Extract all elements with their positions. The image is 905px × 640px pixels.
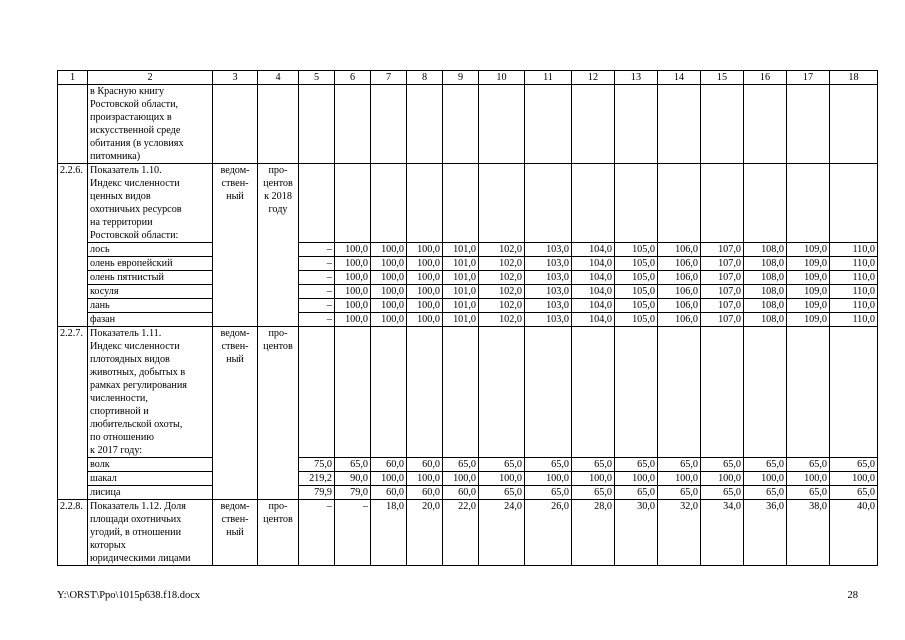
value-cell: 100,0 xyxy=(371,285,407,299)
indicator-name-cell xyxy=(88,500,213,566)
table-row xyxy=(58,164,878,243)
header-cell: 11 xyxy=(525,71,572,85)
header-cell: 2 xyxy=(88,71,213,85)
value-cell: 103,0 xyxy=(525,285,572,299)
value-cell: 40,0 xyxy=(830,500,878,566)
unit-cell-line: про- xyxy=(268,165,288,176)
empty-cell xyxy=(525,85,572,164)
empty-cell xyxy=(572,327,615,458)
value-cell: 109,0 xyxy=(787,299,830,313)
value-cell: 65,0 xyxy=(479,486,525,500)
value-cell: 100,0 xyxy=(407,271,443,285)
empty-cell xyxy=(371,327,407,458)
source-cell-line: ведом- xyxy=(220,501,250,512)
value-cell: 100,0 xyxy=(407,243,443,257)
table-row xyxy=(58,271,878,285)
value-cell: 100,0 xyxy=(371,299,407,313)
empty-cell xyxy=(335,327,371,458)
empty-cell xyxy=(443,327,479,458)
value-cell: 104,0 xyxy=(572,313,615,327)
value-cell: 65,0 xyxy=(572,486,615,500)
value-cell: 79,0 xyxy=(335,486,371,500)
value-cell: 34,0 xyxy=(701,500,744,566)
value-cell: 110,0 xyxy=(830,271,878,285)
value-cell: 108,0 xyxy=(744,243,787,257)
value-cell: 30,0 xyxy=(615,500,658,566)
value-cell: 38,0 xyxy=(787,500,830,566)
table-row xyxy=(58,85,878,164)
value-cell: 103,0 xyxy=(525,271,572,285)
source-cell xyxy=(213,500,258,566)
indicator-name-cell xyxy=(88,85,213,164)
value-cell: 22,0 xyxy=(443,500,479,566)
empty-cell xyxy=(830,327,878,458)
empty-cell xyxy=(744,85,787,164)
value-cell: 107,0 xyxy=(701,271,744,285)
value-cell: 106,0 xyxy=(658,271,701,285)
value-cell: 103,0 xyxy=(525,299,572,313)
value-cell: 60,0 xyxy=(443,486,479,500)
header-cell: 6 xyxy=(335,71,371,85)
value-cell: 100,0 xyxy=(335,285,371,299)
value-cell: 100,0 xyxy=(371,257,407,271)
value-cell: 100,0 xyxy=(525,472,572,486)
empty-cell xyxy=(744,327,787,458)
subitem-label-cell: лисица xyxy=(88,486,213,500)
indicator-name-cell-line: которых xyxy=(90,540,126,551)
indicator-name-cell-line: Ростовской области: xyxy=(90,230,179,241)
value-cell: 108,0 xyxy=(744,299,787,313)
value-cell: 100,0 xyxy=(335,299,371,313)
value-cell: 100,0 xyxy=(407,299,443,313)
header-cell: 7 xyxy=(371,71,407,85)
unit-cell-line: центов xyxy=(263,341,293,352)
empty-cell xyxy=(371,164,407,243)
value-cell: 107,0 xyxy=(701,243,744,257)
indicator-name-cell-line: Индекс численности xyxy=(90,341,180,352)
empty-cell xyxy=(701,164,744,243)
empty-cell xyxy=(615,327,658,458)
subitem-label-cell: фазан xyxy=(88,313,213,327)
value-cell: 101,0 xyxy=(443,285,479,299)
value-cell: 103,0 xyxy=(525,243,572,257)
subitem-label-cell: шакал xyxy=(88,472,213,486)
indicator-name-cell-line: угодий, в отношении xyxy=(90,527,182,538)
value-cell: 101,0 xyxy=(443,243,479,257)
table-row xyxy=(58,299,878,313)
value-cell: 100,0 xyxy=(744,472,787,486)
indicator-name-cell-line: Показатель 1.10. xyxy=(90,165,162,176)
empty-cell xyxy=(479,327,525,458)
source-cell-line: ный xyxy=(226,191,244,202)
source-cell-line: ный xyxy=(226,527,244,538)
indicator-name-cell-line: на территории xyxy=(90,217,153,228)
value-cell: 104,0 xyxy=(572,285,615,299)
value-cell: 100,0 xyxy=(335,257,371,271)
header-cell: 16 xyxy=(744,71,787,85)
indicator-name-cell-line: Индекс численности xyxy=(90,178,180,189)
header-cell: 10 xyxy=(479,71,525,85)
value-cell: 100,0 xyxy=(371,271,407,285)
empty-cell xyxy=(335,85,371,164)
value-cell: 100,0 xyxy=(572,472,615,486)
header-cell: 18 xyxy=(830,71,878,85)
header-cell: 15 xyxy=(701,71,744,85)
indicator-name-cell-line: Показатель 1.11. xyxy=(90,328,162,339)
value-cell: 106,0 xyxy=(658,299,701,313)
value-cell: 102,0 xyxy=(479,313,525,327)
unit-cell-line: про- xyxy=(268,501,288,512)
value-cell: 107,0 xyxy=(701,299,744,313)
value-cell: 105,0 xyxy=(615,313,658,327)
header-row xyxy=(58,71,878,85)
value-cell: 60,0 xyxy=(407,486,443,500)
empty-cell xyxy=(335,164,371,243)
value-cell: 65,0 xyxy=(615,486,658,500)
value-cell: 32,0 xyxy=(658,500,701,566)
indicator-name-cell-line: обитания (в условиях xyxy=(90,138,184,149)
value-cell: 101,0 xyxy=(443,299,479,313)
value-cell: 65,0 xyxy=(335,458,371,472)
header-cell: 4 xyxy=(258,71,299,85)
value-cell: 106,0 xyxy=(658,257,701,271)
value-cell: 65,0 xyxy=(744,486,787,500)
value-cell: 75,0 xyxy=(299,458,335,472)
source-cell-line: ствен- xyxy=(221,178,249,189)
subitem-label-cell: косуля xyxy=(88,285,213,299)
empty-cell xyxy=(213,85,258,164)
source-cell-line: ствен- xyxy=(221,341,249,352)
indicator-name-cell-line: рамках регулирования xyxy=(90,380,187,391)
indicator-name-cell-line: в Красную книгу xyxy=(90,86,165,97)
value-cell: 100,0 xyxy=(701,472,744,486)
indicator-name-cell-line: Ростовской области, xyxy=(90,99,179,110)
empty-cell xyxy=(258,85,299,164)
empty-cell xyxy=(299,327,335,458)
indicator-name-cell-line: произрастающих в xyxy=(90,112,172,123)
value-cell: 100,0 xyxy=(658,472,701,486)
footer-file-path: Y:\ORST\Ppo\1015p638.f18.docx xyxy=(57,590,201,601)
value-cell: 109,0 xyxy=(787,257,830,271)
indicator-name-cell-line: юридическими лицами xyxy=(90,553,191,564)
indicator-name-cell-line: ценных видов xyxy=(90,191,151,202)
indicator-name-cell-line: площади охотничьих xyxy=(90,514,182,525)
unit-cell-line: центов xyxy=(263,178,293,189)
value-cell: – xyxy=(299,285,335,299)
value-cell: 20,0 xyxy=(407,500,443,566)
indicator-name-cell-line: к 2017 году: xyxy=(90,445,143,456)
value-cell: 100,0 xyxy=(407,285,443,299)
value-cell: 102,0 xyxy=(479,285,525,299)
header-cell: 3 xyxy=(213,71,258,85)
value-cell: 109,0 xyxy=(787,243,830,257)
value-cell: 100,0 xyxy=(830,472,878,486)
value-cell: 18,0 xyxy=(371,500,407,566)
value-cell: – xyxy=(299,299,335,313)
value-cell: 105,0 xyxy=(615,285,658,299)
indicator-name-cell-line: любительской охоты, xyxy=(90,419,183,430)
table-row xyxy=(58,486,878,500)
unit-cell xyxy=(258,500,299,566)
indicator-name-cell-line: искусственной среде xyxy=(90,125,181,136)
row-number-cell: 2.2.8. xyxy=(58,500,88,566)
empty-cell xyxy=(299,164,335,243)
empty-cell xyxy=(615,164,658,243)
value-cell: 65,0 xyxy=(479,458,525,472)
value-cell: 100,0 xyxy=(407,472,443,486)
value-cell: 105,0 xyxy=(615,271,658,285)
table-body xyxy=(58,71,878,566)
header-cell: 14 xyxy=(658,71,701,85)
value-cell: 65,0 xyxy=(615,458,658,472)
indicator-name-cell-line: численности, xyxy=(90,393,148,404)
empty-cell xyxy=(787,85,830,164)
value-cell: 65,0 xyxy=(701,486,744,500)
subitem-label-cell: олень пятнистый xyxy=(88,271,213,285)
empty-cell xyxy=(701,85,744,164)
value-cell: 107,0 xyxy=(701,285,744,299)
header-cell: 9 xyxy=(443,71,479,85)
value-cell: 105,0 xyxy=(615,257,658,271)
empty-cell xyxy=(443,85,479,164)
source-cell-line: ведом- xyxy=(220,328,250,339)
value-cell: 102,0 xyxy=(479,271,525,285)
header-cell: 13 xyxy=(615,71,658,85)
source-cell-line: ствен- xyxy=(221,514,249,525)
value-cell: 108,0 xyxy=(744,313,787,327)
value-cell: 104,0 xyxy=(572,299,615,313)
indicator-name-cell-line: питомника) xyxy=(90,151,141,162)
value-cell: 60,0 xyxy=(371,458,407,472)
indicator-name-cell-line: по отношению xyxy=(90,432,154,443)
empty-cell xyxy=(744,164,787,243)
value-cell: 100,0 xyxy=(787,472,830,486)
value-cell: 104,0 xyxy=(572,271,615,285)
source-cell xyxy=(213,327,258,500)
value-cell: 101,0 xyxy=(443,257,479,271)
empty-cell xyxy=(525,164,572,243)
value-cell: 100,0 xyxy=(407,257,443,271)
empty-cell xyxy=(658,327,701,458)
table-row xyxy=(58,313,878,327)
value-cell: 65,0 xyxy=(701,458,744,472)
source-cell-line: ведом- xyxy=(220,165,250,176)
value-cell: 110,0 xyxy=(830,243,878,257)
value-cell: 103,0 xyxy=(525,257,572,271)
value-cell: 65,0 xyxy=(443,458,479,472)
value-cell: 101,0 xyxy=(443,271,479,285)
value-cell: 110,0 xyxy=(830,313,878,327)
value-cell: 100,0 xyxy=(371,313,407,327)
value-cell: 100,0 xyxy=(479,472,525,486)
table-row xyxy=(58,243,878,257)
indicator-name-cell-line: плотоядных видов xyxy=(90,354,170,365)
value-cell: 65,0 xyxy=(525,458,572,472)
source-cell xyxy=(213,164,258,327)
value-cell: – xyxy=(299,257,335,271)
table-row xyxy=(58,500,878,566)
value-cell: 65,0 xyxy=(787,458,830,472)
value-cell: – xyxy=(335,500,371,566)
header-cell: 5 xyxy=(299,71,335,85)
value-cell: 107,0 xyxy=(701,313,744,327)
value-cell: 104,0 xyxy=(572,243,615,257)
value-cell: 79,9 xyxy=(299,486,335,500)
value-cell: 100,0 xyxy=(335,313,371,327)
indicator-name-cell-line: спортивной и xyxy=(90,406,149,417)
value-cell: 102,0 xyxy=(479,243,525,257)
empty-cell xyxy=(701,327,744,458)
value-cell: 65,0 xyxy=(787,486,830,500)
table-row xyxy=(58,472,878,486)
value-cell: 65,0 xyxy=(658,458,701,472)
unit-cell xyxy=(258,327,299,500)
empty-cell xyxy=(830,164,878,243)
value-cell: 60,0 xyxy=(407,458,443,472)
value-cell: 109,0 xyxy=(787,313,830,327)
indicator-name-cell xyxy=(88,164,213,243)
value-cell: 65,0 xyxy=(525,486,572,500)
value-cell: 110,0 xyxy=(830,257,878,271)
value-cell: 102,0 xyxy=(479,257,525,271)
empty-cell xyxy=(407,85,443,164)
value-cell: 219,2 xyxy=(299,472,335,486)
value-cell: 103,0 xyxy=(525,313,572,327)
value-cell: 65,0 xyxy=(658,486,701,500)
indicator-name-cell-line: Показатель 1.12. Доля xyxy=(90,501,186,512)
value-cell: 104,0 xyxy=(572,257,615,271)
source-cell-line: ный xyxy=(226,354,244,365)
value-cell: 90,0 xyxy=(335,472,371,486)
header-cell: 1 xyxy=(58,71,88,85)
empty-cell xyxy=(830,85,878,164)
empty-cell xyxy=(787,327,830,458)
indicators-table xyxy=(57,70,878,566)
value-cell: – xyxy=(299,243,335,257)
value-cell: 24,0 xyxy=(479,500,525,566)
value-cell: 110,0 xyxy=(830,285,878,299)
value-cell: 100,0 xyxy=(407,313,443,327)
empty-cell xyxy=(787,164,830,243)
table-row xyxy=(58,327,878,458)
empty-cell xyxy=(572,85,615,164)
value-cell: 65,0 xyxy=(744,458,787,472)
indicator-name-cell-line: охотничьих ресурсов xyxy=(90,204,182,215)
value-cell: 105,0 xyxy=(615,299,658,313)
unit-cell-line: центов xyxy=(263,514,293,525)
empty-cell xyxy=(407,327,443,458)
unit-cell-line: про- xyxy=(268,328,288,339)
value-cell: 101,0 xyxy=(443,313,479,327)
value-cell: 26,0 xyxy=(525,500,572,566)
header-cell: 12 xyxy=(572,71,615,85)
indicator-name-cell xyxy=(88,327,213,458)
empty-cell xyxy=(658,164,701,243)
empty-cell xyxy=(371,85,407,164)
table-row xyxy=(58,285,878,299)
value-cell: 100,0 xyxy=(371,472,407,486)
value-cell: 107,0 xyxy=(701,257,744,271)
table-row xyxy=(58,458,878,472)
subitem-label-cell: лань xyxy=(88,299,213,313)
value-cell: 36,0 xyxy=(744,500,787,566)
value-cell: 65,0 xyxy=(830,486,878,500)
value-cell: 100,0 xyxy=(335,271,371,285)
value-cell: 60,0 xyxy=(371,486,407,500)
value-cell: 65,0 xyxy=(572,458,615,472)
subitem-label-cell: волк xyxy=(88,458,213,472)
unit-cell-line: к 2018 xyxy=(264,191,292,202)
value-cell: 108,0 xyxy=(744,285,787,299)
empty-cell xyxy=(407,164,443,243)
header-cell: 17 xyxy=(787,71,830,85)
value-cell: 110,0 xyxy=(830,299,878,313)
empty-cell xyxy=(615,85,658,164)
subitem-label-cell: олень европейский xyxy=(88,257,213,271)
value-cell: 108,0 xyxy=(744,257,787,271)
value-cell: 65,0 xyxy=(830,458,878,472)
row-number-cell: 2.2.6. xyxy=(58,164,88,327)
footer-page-number: 28 xyxy=(847,590,858,601)
value-cell: 100,0 xyxy=(615,472,658,486)
value-cell: 100,0 xyxy=(335,243,371,257)
value-cell: 109,0 xyxy=(787,271,830,285)
empty-cell xyxy=(479,85,525,164)
value-cell: – xyxy=(299,500,335,566)
empty-cell xyxy=(479,164,525,243)
empty-cell xyxy=(658,85,701,164)
value-cell: 102,0 xyxy=(479,299,525,313)
header-cell: 8 xyxy=(407,71,443,85)
indicator-name-cell-line: животных, добытых в xyxy=(90,367,186,378)
row-number-cell xyxy=(58,85,88,164)
value-cell: 100,0 xyxy=(443,472,479,486)
value-cell: 106,0 xyxy=(658,243,701,257)
empty-cell xyxy=(525,327,572,458)
value-cell: 105,0 xyxy=(615,243,658,257)
empty-cell xyxy=(572,164,615,243)
unit-cell xyxy=(258,164,299,327)
value-cell: 108,0 xyxy=(744,271,787,285)
value-cell: 100,0 xyxy=(371,243,407,257)
value-cell: – xyxy=(299,313,335,327)
empty-cell xyxy=(443,164,479,243)
row-number-cell: 2.2.7. xyxy=(58,327,88,500)
value-cell: 109,0 xyxy=(787,285,830,299)
subitem-label-cell: лось xyxy=(88,243,213,257)
value-cell: 106,0 xyxy=(658,313,701,327)
value-cell: 28,0 xyxy=(572,500,615,566)
value-cell: 106,0 xyxy=(658,285,701,299)
table-row xyxy=(58,257,878,271)
value-cell: – xyxy=(299,271,335,285)
unit-cell-line: году xyxy=(268,204,288,215)
empty-cell xyxy=(299,85,335,164)
